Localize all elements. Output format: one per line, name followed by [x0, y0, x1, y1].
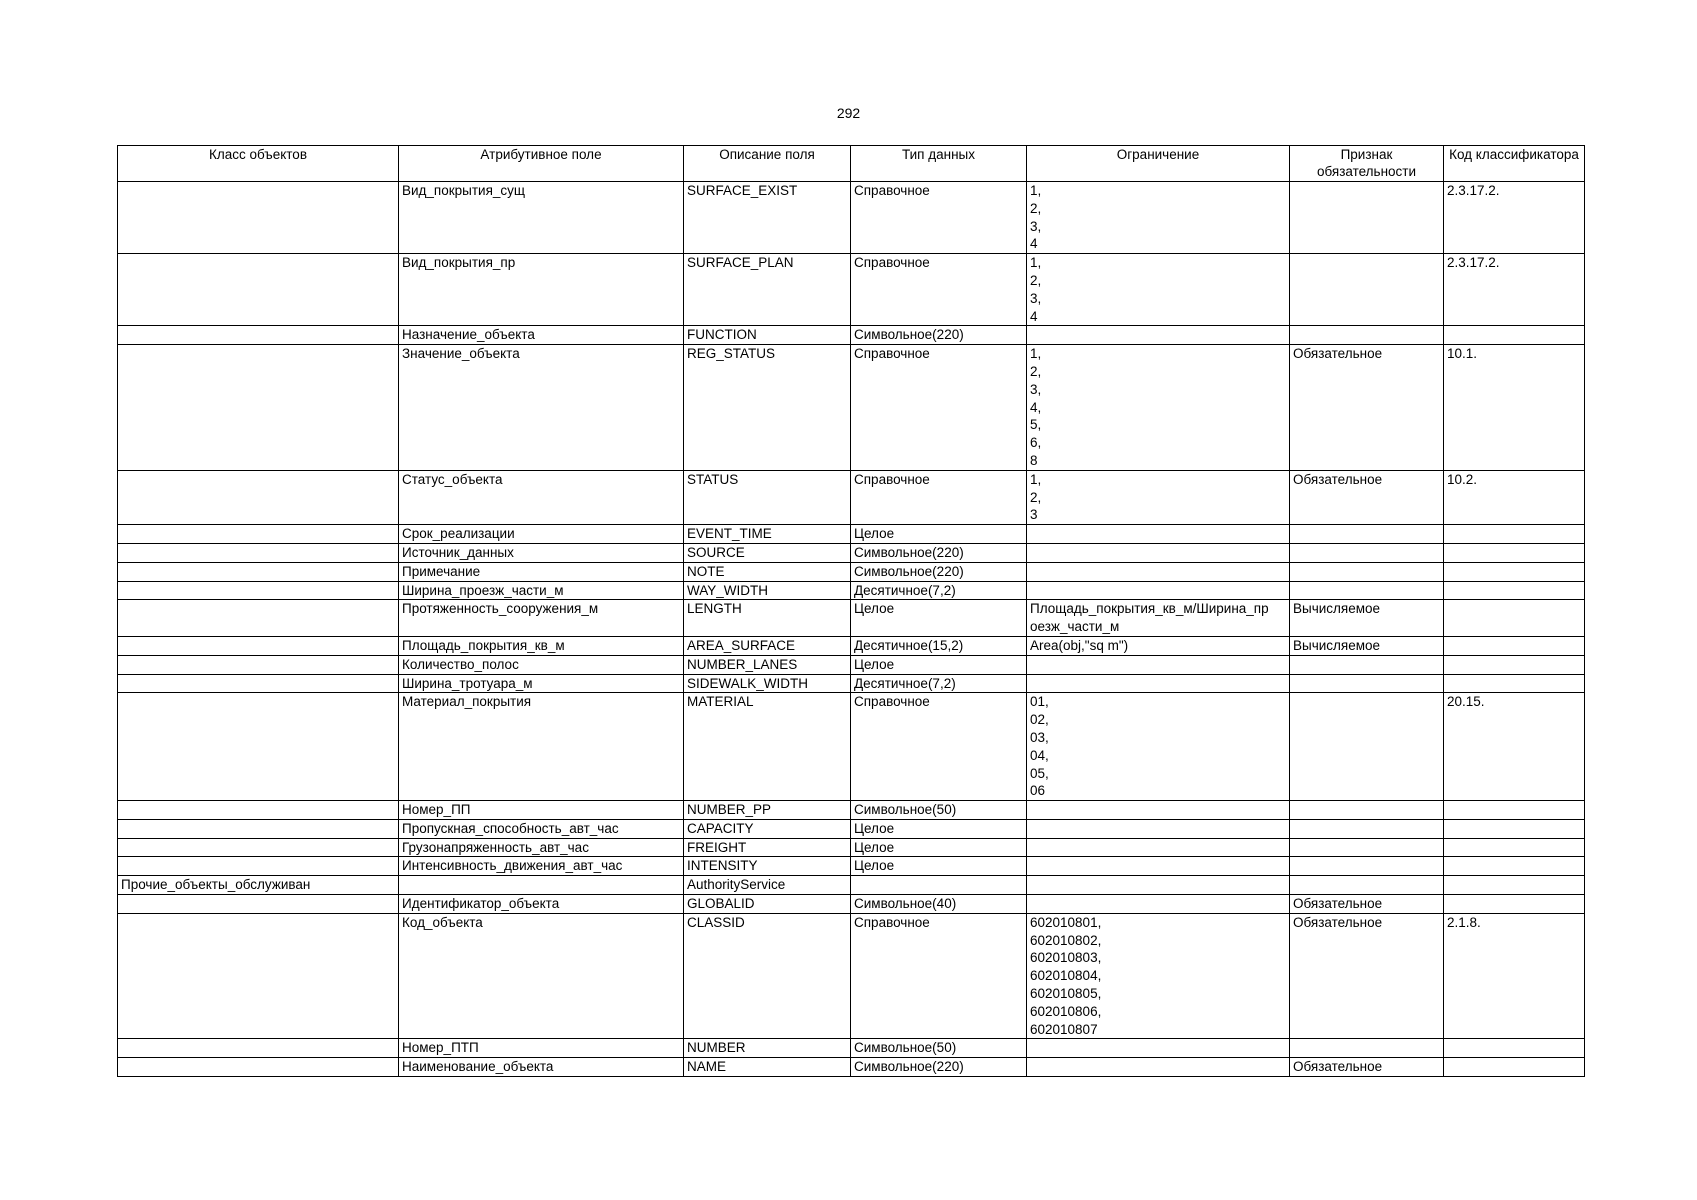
- cell-required-flag: [1290, 819, 1444, 838]
- cell-field-description: REG_STATUS: [684, 345, 851, 471]
- cell-attribute-field: Номер_ПТП: [399, 1039, 684, 1058]
- header-required-flag: Признак обязательности: [1290, 146, 1444, 182]
- cell-classifier-code: [1444, 326, 1585, 345]
- cell-class: [118, 1058, 399, 1077]
- cell-constraint: [1027, 581, 1290, 600]
- cell-field-description: STATUS: [684, 470, 851, 524]
- cell-classifier-code: 2.1.8.: [1444, 913, 1585, 1039]
- cell-field-description: INTENSITY: [684, 857, 851, 876]
- cell-required-flag: [1290, 254, 1444, 326]
- cell-attribute-field: Ширина_проезж_части_м: [399, 581, 684, 600]
- table-row: [118, 525, 1585, 544]
- cell-required-flag: [1290, 674, 1444, 693]
- cell-data-type: Десятичное(15,2): [851, 636, 1027, 655]
- cell-attribute-field: Источник_данных: [399, 543, 684, 562]
- cell-attribute-field: Интенсивность_движения_авт_час: [399, 857, 684, 876]
- cell-data-type: Символьное(40): [851, 895, 1027, 914]
- cell-data-type: Десятичное(7,2): [851, 581, 1027, 600]
- cell-constraint: [1027, 876, 1290, 895]
- cell-attribute-field: Статус_объекта: [399, 470, 684, 524]
- cell-classifier-code: [1444, 876, 1585, 895]
- cell-constraint: [1027, 655, 1290, 674]
- table-row: [118, 562, 1585, 581]
- table-body: [118, 182, 1585, 1077]
- cell-required-flag: Обязательное: [1290, 1058, 1444, 1077]
- cell-required-flag: [1290, 655, 1444, 674]
- cell-data-type: Справочное: [851, 254, 1027, 326]
- cell-constraint: Area(obj,"sq m"): [1027, 636, 1290, 655]
- table-row: [118, 801, 1585, 820]
- cell-data-type: Справочное: [851, 913, 1027, 1039]
- cell-data-type: Целое: [851, 655, 1027, 674]
- cell-constraint: [1027, 895, 1290, 914]
- table-row: [118, 857, 1585, 876]
- cell-required-flag: [1290, 543, 1444, 562]
- cell-field-description: GLOBALID: [684, 895, 851, 914]
- header-attribute-field: Атрибутивное поле: [399, 146, 684, 182]
- cell-classifier-code: [1444, 581, 1585, 600]
- cell-required-flag: Вычисляемое: [1290, 636, 1444, 655]
- cell-required-flag: Обязательное: [1290, 470, 1444, 524]
- cell-field-description: LENGTH: [684, 600, 851, 637]
- cell-constraint: 1, 2, 3, 4, 5, 6, 8: [1027, 345, 1290, 471]
- cell-constraint: [1027, 801, 1290, 820]
- cell-field-description: EVENT_TIME: [684, 525, 851, 544]
- table-row: [118, 819, 1585, 838]
- cell-class: [118, 655, 399, 674]
- table-row: [118, 838, 1585, 857]
- cell-required-flag: Вычисляемое: [1290, 600, 1444, 637]
- header-row: [118, 146, 1585, 182]
- cell-required-flag: [1290, 182, 1444, 254]
- table-row: [118, 895, 1585, 914]
- cell-field-description: AREA_SURFACE: [684, 636, 851, 655]
- cell-classifier-code: 20.15.: [1444, 693, 1585, 801]
- cell-data-type: Справочное: [851, 345, 1027, 471]
- cell-attribute-field: [399, 876, 684, 895]
- cell-data-type: Справочное: [851, 693, 1027, 801]
- header-classifier-code: Код классификатора: [1444, 146, 1585, 182]
- table-row: [118, 182, 1585, 254]
- cell-required-flag: [1290, 693, 1444, 801]
- cell-class: [118, 326, 399, 345]
- cell-class: [118, 254, 399, 326]
- cell-field-description: NUMBER: [684, 1039, 851, 1058]
- cell-data-type: Целое: [851, 857, 1027, 876]
- cell-constraint: Площадь_покрытия_кв_м/Ширина_пр оезж_части_м: [1027, 600, 1290, 637]
- cell-class: [118, 674, 399, 693]
- cell-constraint: [1027, 562, 1290, 581]
- cell-attribute-field: Назначение_объекта: [399, 326, 684, 345]
- cell-classifier-code: [1444, 562, 1585, 581]
- cell-field-description: MATERIAL: [684, 693, 851, 801]
- table-row: [118, 326, 1585, 345]
- cell-classifier-code: [1444, 895, 1585, 914]
- cell-attribute-field: Вид_покрытия_пр: [399, 254, 684, 326]
- header-field-description: Описание поля: [684, 146, 851, 182]
- cell-attribute-field: Номер_ПП: [399, 801, 684, 820]
- cell-attribute-field: Грузонапряженность_авт_час: [399, 838, 684, 857]
- cell-class: [118, 600, 399, 637]
- cell-required-flag: [1290, 801, 1444, 820]
- cell-constraint: 1, 2, 3, 4: [1027, 254, 1290, 326]
- cell-classifier-code: [1444, 819, 1585, 838]
- cell-attribute-field: Срок_реализации: [399, 525, 684, 544]
- cell-constraint: 1, 2, 3, 4: [1027, 182, 1290, 254]
- cell-data-type: Символьное(220): [851, 562, 1027, 581]
- cell-classifier-code: [1444, 801, 1585, 820]
- header-data-type: Тип данных: [851, 146, 1027, 182]
- cell-data-type: [851, 876, 1027, 895]
- table-row: [118, 1058, 1585, 1077]
- cell-classifier-code: 2.3.17.2.: [1444, 182, 1585, 254]
- cell-required-flag: [1290, 838, 1444, 857]
- cell-field-description: SOURCE: [684, 543, 851, 562]
- cell-class: [118, 562, 399, 581]
- cell-data-type: Справочное: [851, 182, 1027, 254]
- cell-data-type: Целое: [851, 838, 1027, 857]
- cell-field-description: SURFACE_PLAN: [684, 254, 851, 326]
- cell-constraint: 602010801, 602010802, 602010803, 602010804, 602010805, 602010806, 602010807: [1027, 913, 1290, 1039]
- cell-classifier-code: 10.1.: [1444, 345, 1585, 471]
- cell-class: [118, 857, 399, 876]
- table-row: [118, 470, 1585, 524]
- cell-data-type: Символьное(50): [851, 1039, 1027, 1058]
- table-row: [118, 655, 1585, 674]
- table-row: [118, 1039, 1585, 1058]
- cell-data-type: Справочное: [851, 470, 1027, 524]
- cell-data-type: Символьное(220): [851, 1058, 1027, 1077]
- cell-field-description: FREIGHT: [684, 838, 851, 857]
- cell-data-type: Целое: [851, 819, 1027, 838]
- cell-required-flag: Обязательное: [1290, 895, 1444, 914]
- cell-constraint: [1027, 819, 1290, 838]
- cell-class: [118, 1039, 399, 1058]
- cell-class: [118, 838, 399, 857]
- cell-classifier-code: [1444, 857, 1585, 876]
- table-row: [118, 254, 1585, 326]
- cell-attribute-field: Количество_полос: [399, 655, 684, 674]
- cell-class: [118, 693, 399, 801]
- cell-class: [118, 913, 399, 1039]
- cell-constraint: [1027, 525, 1290, 544]
- cell-class: [118, 819, 399, 838]
- cell-constraint: [1027, 674, 1290, 693]
- cell-constraint: 1, 2, 3: [1027, 470, 1290, 524]
- header-class: Класс объектов: [118, 146, 399, 182]
- cell-required-flag: [1290, 581, 1444, 600]
- cell-classifier-code: [1444, 600, 1585, 637]
- cell-attribute-field: Наименование_объекта: [399, 1058, 684, 1077]
- cell-attribute-field: Идентификатор_объекта: [399, 895, 684, 914]
- cell-attribute-field: Значение_объекта: [399, 345, 684, 471]
- cell-field-description: FUNCTION: [684, 326, 851, 345]
- table-row: [118, 674, 1585, 693]
- cell-classifier-code: [1444, 1058, 1585, 1077]
- cell-attribute-field: Пропускная_способность_авт_час: [399, 819, 684, 838]
- cell-attribute-field: Площадь_покрытия_кв_м: [399, 636, 684, 655]
- cell-data-type: Символьное(220): [851, 326, 1027, 345]
- cell-data-type: Десятичное(7,2): [851, 674, 1027, 693]
- header-constraint: Ограничение: [1027, 146, 1290, 182]
- cell-field-description: AuthorityService: [684, 876, 851, 895]
- cell-class: [118, 636, 399, 655]
- cell-field-description: CLASSID: [684, 913, 851, 1039]
- cell-classifier-code: [1444, 525, 1585, 544]
- cell-class: [118, 182, 399, 254]
- cell-data-type: Символьное(50): [851, 801, 1027, 820]
- table-row: [118, 581, 1585, 600]
- cell-attribute-field: Протяженность_сооружения_м: [399, 600, 684, 637]
- cell-field-description: NOTE: [684, 562, 851, 581]
- table-row: [118, 876, 1585, 895]
- cell-field-description: SIDEWALK_WIDTH: [684, 674, 851, 693]
- cell-required-flag: [1290, 562, 1444, 581]
- cell-classifier-code: [1444, 674, 1585, 693]
- cell-data-type: Целое: [851, 600, 1027, 637]
- page-number: 292: [836, 105, 861, 121]
- cell-class: [118, 345, 399, 471]
- table-row: [118, 345, 1585, 471]
- cell-attribute-field: Ширина_тротуара_м: [399, 674, 684, 693]
- cell-classifier-code: [1444, 543, 1585, 562]
- cell-required-flag: [1290, 525, 1444, 544]
- cell-field-description: NUMBER_LANES: [684, 655, 851, 674]
- cell-constraint: [1027, 1039, 1290, 1058]
- cell-class: Прочие_объекты_обслуживан: [118, 876, 399, 895]
- cell-classifier-code: 2.3.17.2.: [1444, 254, 1585, 326]
- attribute-table: [117, 145, 1585, 1077]
- cell-field-description: SURFACE_EXIST: [684, 182, 851, 254]
- cell-classifier-code: 10.2.: [1444, 470, 1585, 524]
- cell-class: [118, 895, 399, 914]
- cell-class: [118, 543, 399, 562]
- cell-attribute-field: Код_объекта: [399, 913, 684, 1039]
- cell-constraint: [1027, 838, 1290, 857]
- cell-required-flag: Обязательное: [1290, 913, 1444, 1039]
- table-row: [118, 913, 1585, 1039]
- cell-attribute-field: Примечание: [399, 562, 684, 581]
- cell-classifier-code: [1444, 1039, 1585, 1058]
- cell-class: [118, 470, 399, 524]
- cell-field-description: NUMBER_PP: [684, 801, 851, 820]
- cell-field-description: WAY_WIDTH: [684, 581, 851, 600]
- table-row: [118, 543, 1585, 562]
- cell-class: [118, 581, 399, 600]
- cell-constraint: [1027, 543, 1290, 562]
- cell-required-flag: [1290, 876, 1444, 895]
- cell-constraint: [1027, 326, 1290, 345]
- cell-classifier-code: [1444, 636, 1585, 655]
- cell-attribute-field: Вид_покрытия_сущ: [399, 182, 684, 254]
- cell-constraint: [1027, 1058, 1290, 1077]
- cell-attribute-field: Материал_покрытия: [399, 693, 684, 801]
- cell-data-type: Символьное(220): [851, 543, 1027, 562]
- cell-required-flag: Обязательное: [1290, 345, 1444, 471]
- cell-class: [118, 801, 399, 820]
- table-row: [118, 600, 1585, 637]
- cell-field-description: NAME: [684, 1058, 851, 1077]
- cell-field-description: CAPACITY: [684, 819, 851, 838]
- cell-class: [118, 525, 399, 544]
- table-row: [118, 693, 1585, 801]
- cell-constraint: 01, 02, 03, 04, 05, 06: [1027, 693, 1290, 801]
- table-row: [118, 636, 1585, 655]
- cell-classifier-code: [1444, 655, 1585, 674]
- cell-required-flag: [1290, 326, 1444, 345]
- cell-constraint: [1027, 857, 1290, 876]
- cell-classifier-code: [1444, 838, 1585, 857]
- cell-required-flag: [1290, 1039, 1444, 1058]
- cell-required-flag: [1290, 857, 1444, 876]
- cell-data-type: Целое: [851, 525, 1027, 544]
